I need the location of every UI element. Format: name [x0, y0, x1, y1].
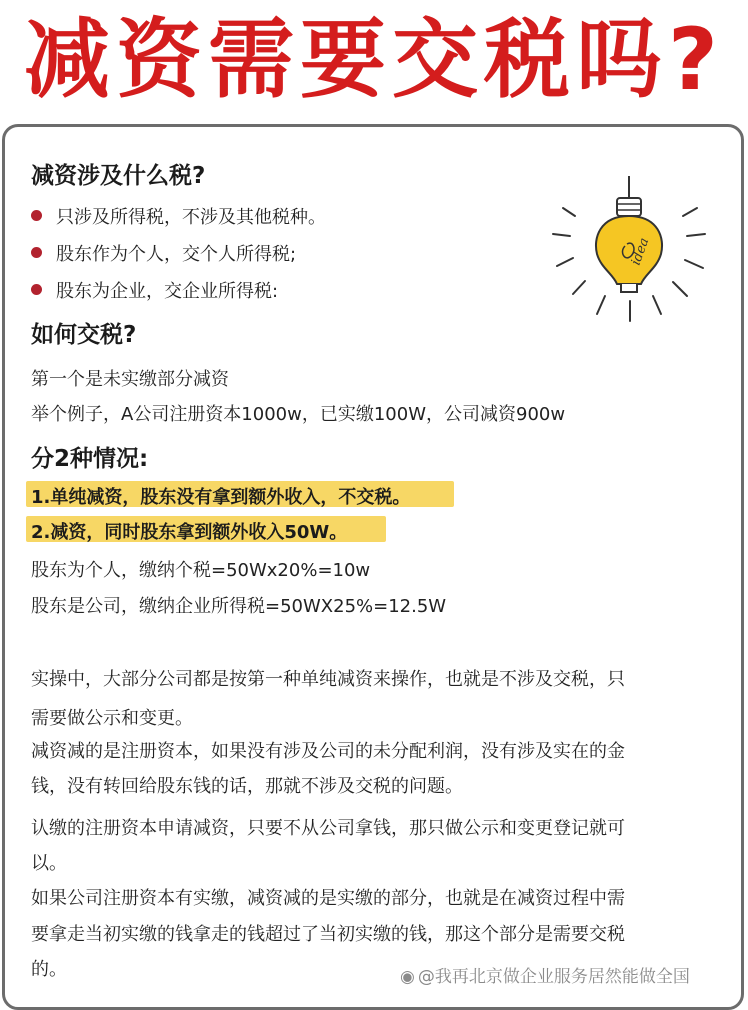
section-heading-cases: 分2种情况: [31, 446, 149, 472]
page-title: 减资需要交税吗? [24, 10, 724, 110]
bullet-item: 只涉及所得税，不涉及其他税种。 [56, 207, 326, 228]
bulb-label: idea [628, 235, 653, 268]
paragraph-line: 认缴的注册资本申请减资，只要不从公司拿钱，那只做公示和变更登记就可 [31, 818, 625, 839]
bullet-dot [31, 284, 42, 295]
bullet-item: 股东作为个人，交个人所得税; [56, 244, 297, 265]
section-heading-how-to-pay: 如何交税? [31, 322, 137, 348]
paragraph-line: 以。 [31, 853, 67, 874]
case-1-text: 1.单纯减资，股东没有拿到额外收入，不交税。 [31, 487, 411, 508]
section-heading-taxes: 减资涉及什么税? [31, 163, 206, 189]
paragraph-line: 的。 [31, 959, 67, 980]
paragraph-line: 减资减的是注册资本，如果没有涉及公司的未分配利润，没有涉及实在的金 [31, 741, 625, 762]
text-line: 举个例子，A公司注册资本1000w，已实缴100W，公司减资900w [31, 404, 566, 425]
paragraph-line: 实操中，大部分公司都是按第一种单纯减资来操作，也就是不涉及交税，只 [31, 669, 625, 690]
paragraph-line: 要拿走当初实缴的钱拿走的钱超过了当初实缴的钱，那这个部分是需要交税 [31, 924, 625, 945]
bullet-dot [31, 210, 42, 221]
watermark-text: @我再北京做企业服务居然能做全国 [417, 967, 690, 987]
bullet-dot [31, 247, 42, 258]
watermark [400, 962, 690, 987]
bullet-item: 股东为企业，交企业所得税: [56, 281, 279, 302]
text-line: 股东为个人，缴纳个税=50Wx20%=10w [31, 560, 371, 581]
weibo-icon: ◉ [400, 967, 415, 987]
paragraph-line: 需要做公示和变更。 [31, 708, 193, 729]
paragraph-line: 如果公司注册资本有实缴，减资减的是实缴的部分，也就是在减资过程中需 [31, 888, 625, 909]
lightbulb-icon [545, 176, 715, 346]
text-line: 第一个是未实缴部分减资 [31, 369, 229, 390]
case-2-text: 2.减资，同时股东拿到额外收入50W。 [31, 522, 348, 543]
paragraph-line: 钱，没有转回给股东钱的话，那就不涉及交税的问题。 [31, 776, 463, 797]
text-line: 股东是公司，缴纳企业所得税=50WX25%=12.5W [31, 596, 447, 617]
